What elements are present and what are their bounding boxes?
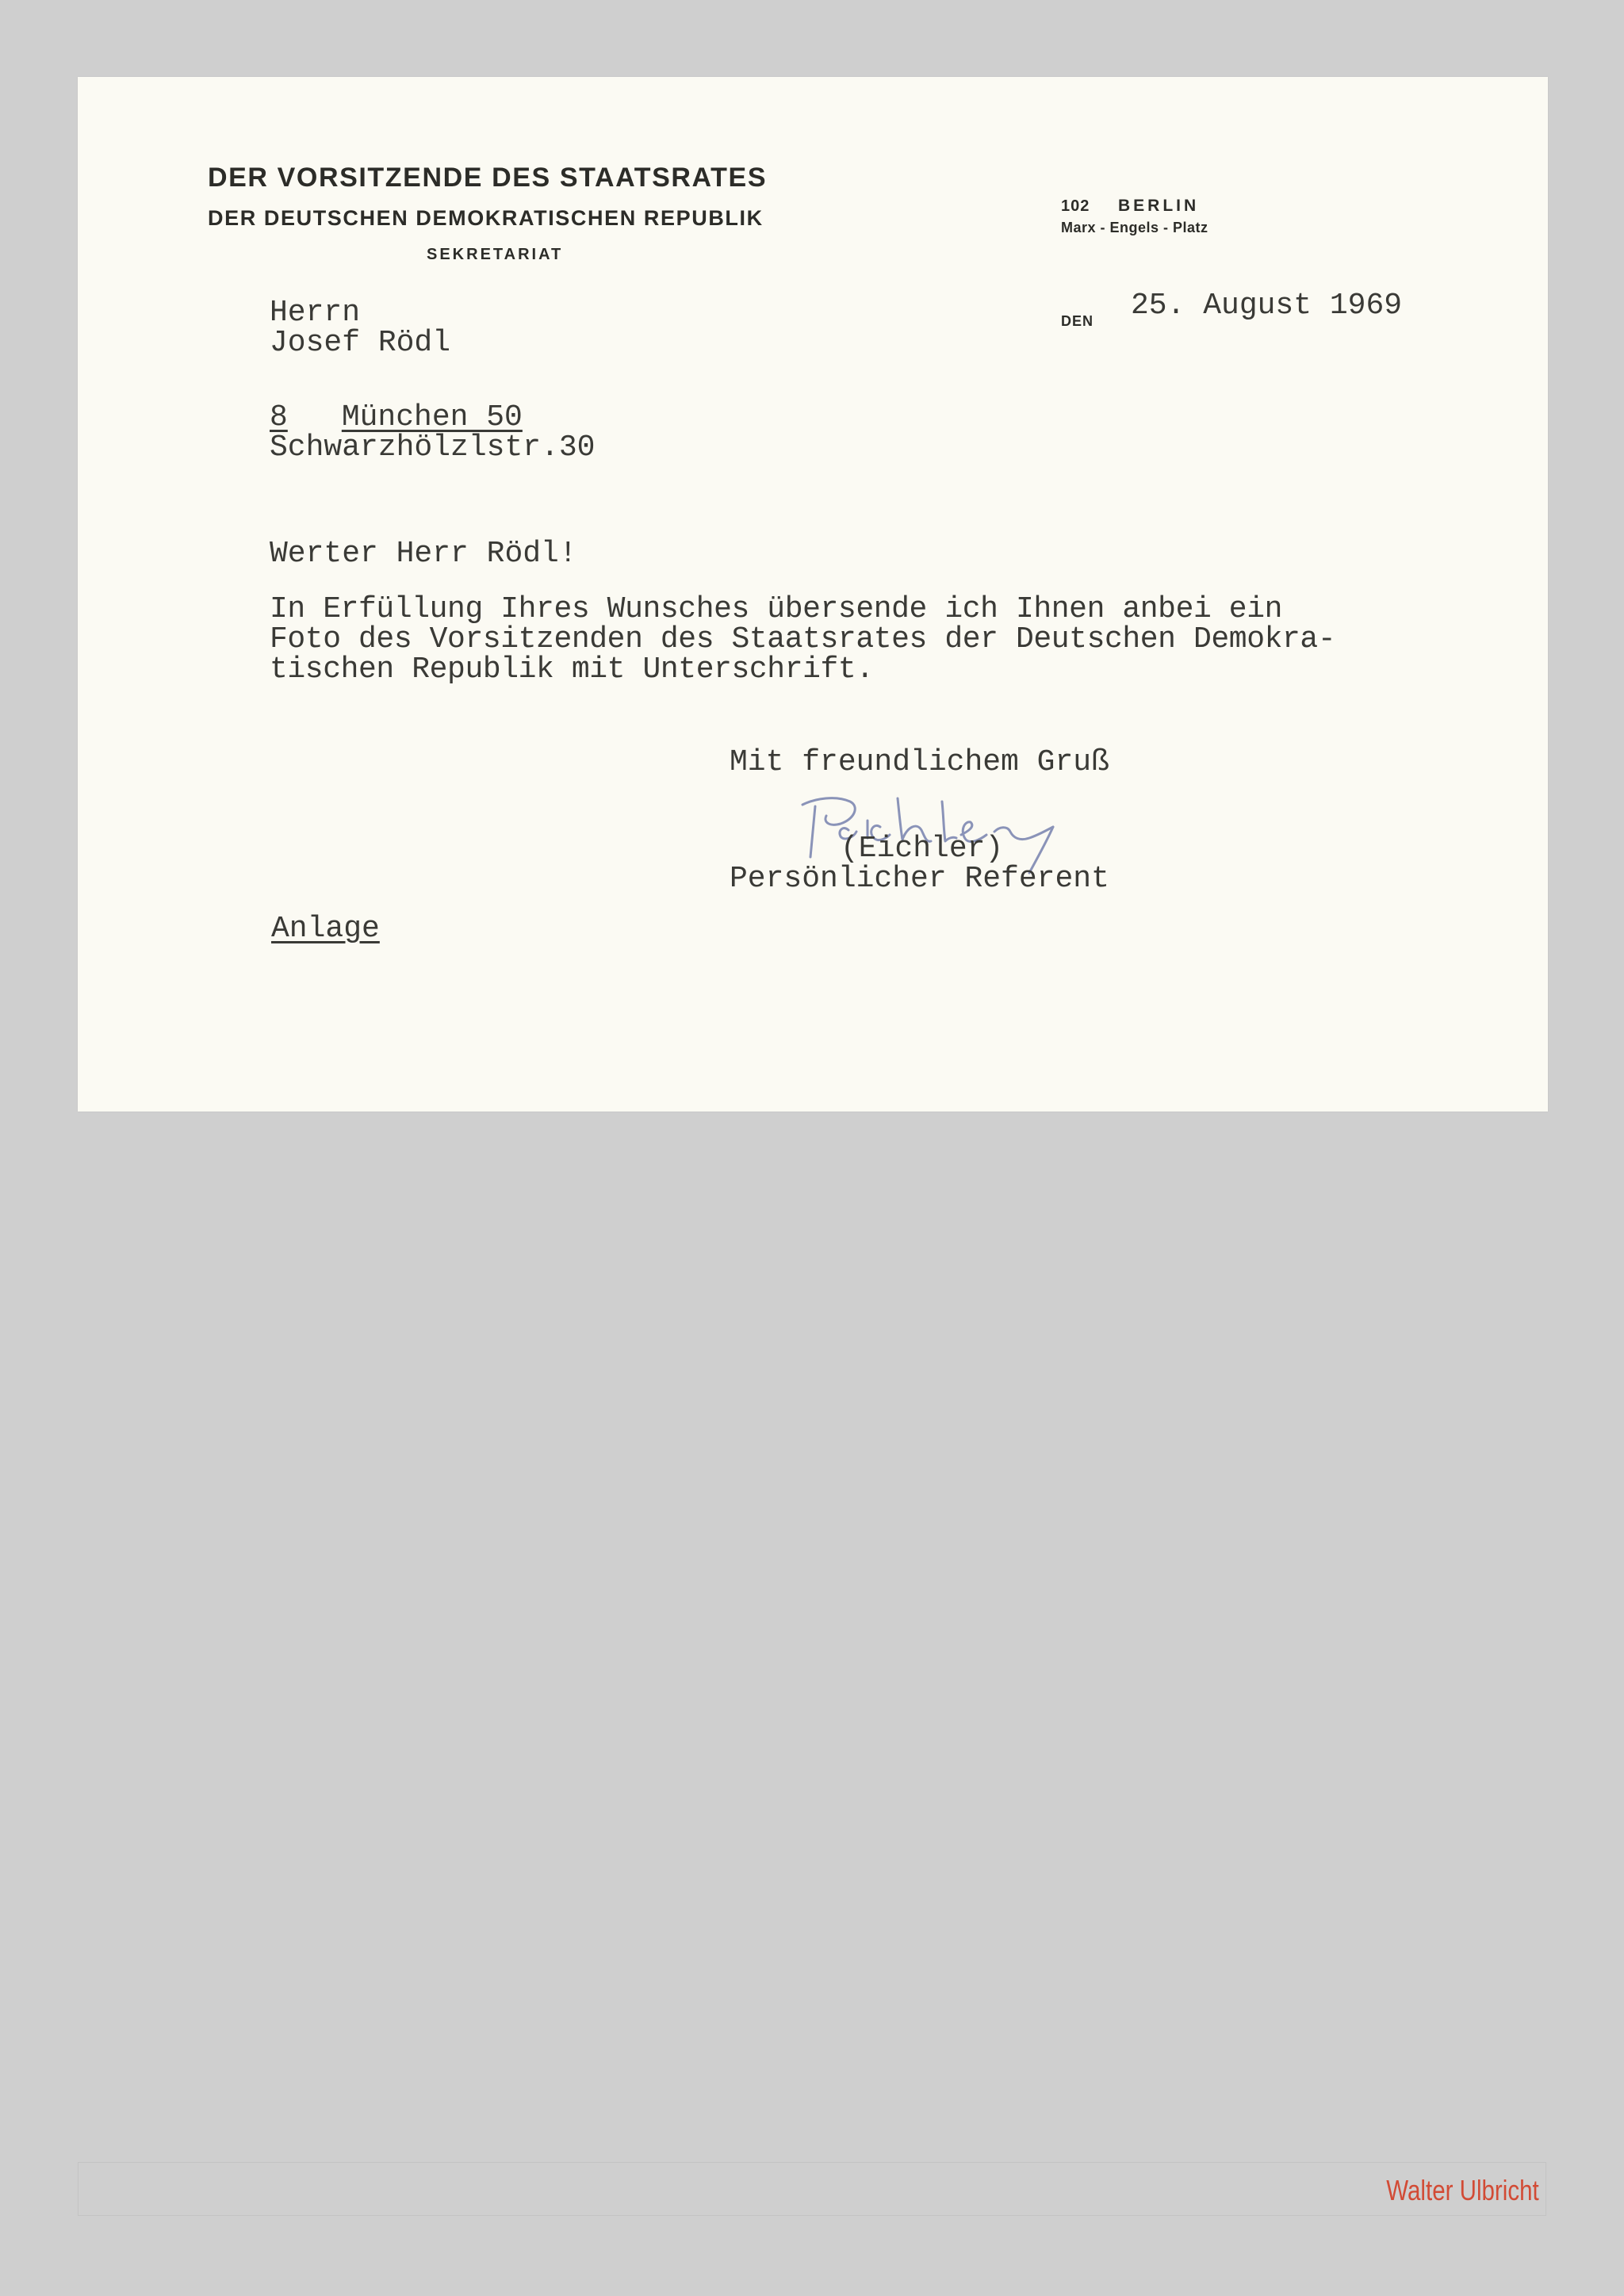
body-line: In Erfüllung Ihres Wunsches übersende ich Ihnen anbei ein [270,592,1283,626]
letterhead-subtitle: DER DEUTSCHEN DEMOKRATISCHEN REPUBLIK [208,206,764,230]
letter-document [78,77,1548,1112]
footer-brand: Walter Ulbricht [1386,2174,1539,2206]
recipient-salutation: Herrn [270,296,361,330]
footer-frame [78,2162,1546,2216]
letterhead-postcode: 102 [1061,197,1090,215]
enclosure-note: Anlage [271,912,380,946]
signatory-title: Persönlicher Referent [730,862,1109,896]
letterhead-department: SEKRETARIAT [427,246,564,263]
letterhead-city: BERLIN [1118,197,1200,215]
recipient-city: München 50 [341,400,523,434]
letterhead-street: Marx - Engels - Platz [1061,220,1208,235]
recipient-name: Josef Rödl [270,326,451,360]
letterhead-title: DER VORSITZENDE DES STAATSRATES [208,163,768,193]
date-label: DEN [1061,313,1094,329]
recipient-street: Schwarzhölzlstr.30 [270,430,596,465]
recipient-city-line [270,400,523,434]
letter-greeting: Werter Herr Rödl! [270,537,577,571]
letter-date: 25. August 1969 [1131,289,1403,323]
body-line: tischen Republik mit Unterschrift. [270,652,874,687]
recipient-postal-code: 8 [270,400,288,434]
body-line: Foto des Vorsitzenden des Staatsrates der Deutschen Demokra- [270,622,1336,656]
signatory-name: (Eichler) [841,832,1004,866]
letter-closing: Mit freundlichem Gruß [730,745,1109,779]
